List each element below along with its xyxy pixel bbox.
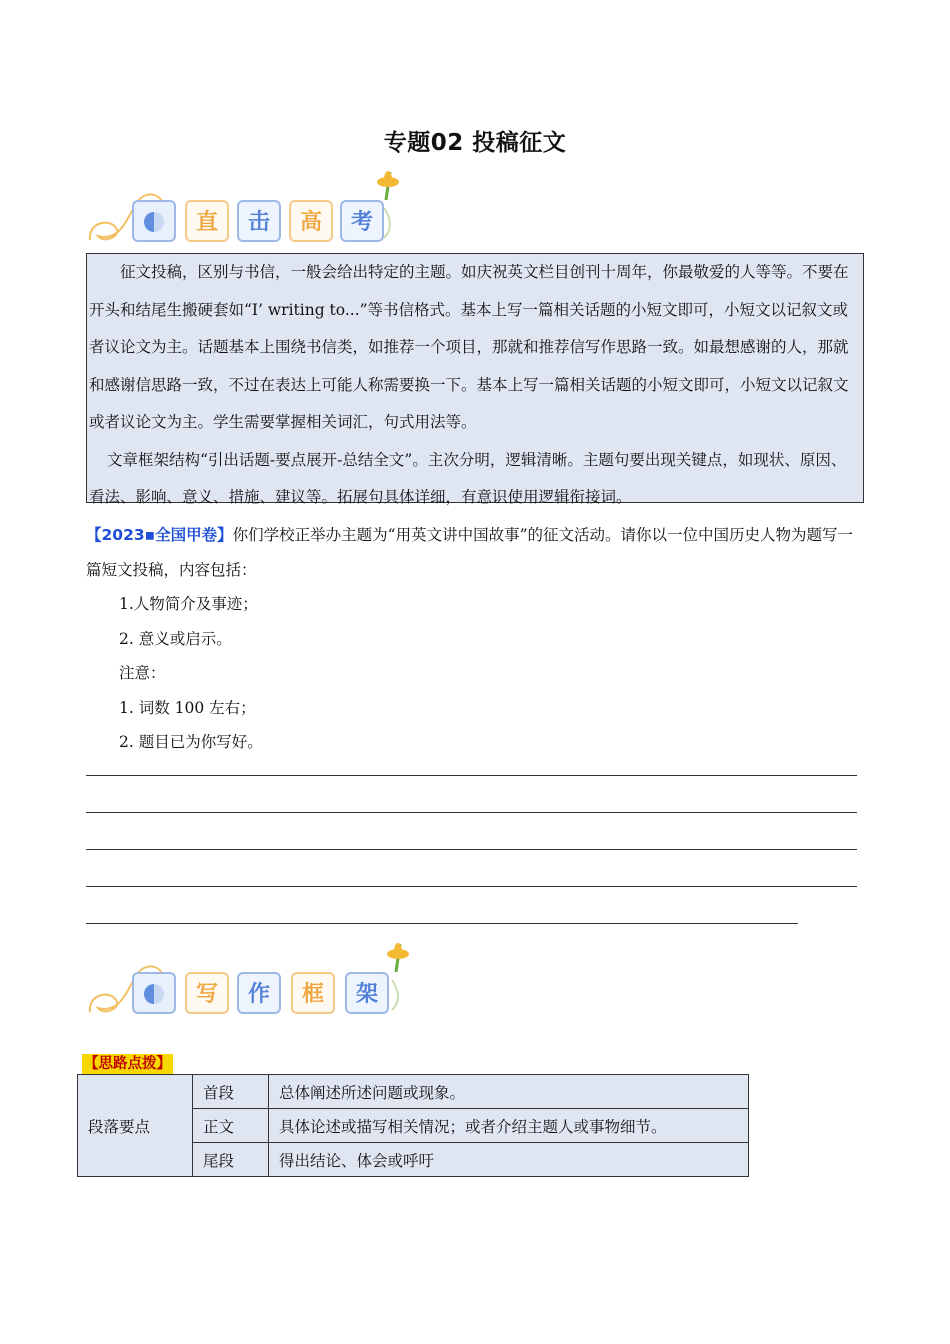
answer-line[interactable]: [86, 923, 798, 924]
section-desc-cell: 得出结论、体会或呼吁: [269, 1143, 749, 1177]
answer-line[interactable]: [86, 812, 857, 813]
intro-box: [86, 253, 864, 506]
section-name-cell: 尾段: [193, 1143, 269, 1177]
requirement-item: 1. 词数 100 左右；: [119, 698, 256, 717]
banner-char-1: 直: [185, 200, 229, 242]
section-name-cell: 正文: [193, 1109, 269, 1143]
question-text: 你们学校正举办主题为“用英文讲中国故事”的征文活动。请你以一位中国历史人物为题写一篇短文投稿，内容包括：: [86, 526, 854, 579]
hint-label: 【思路点拨】: [84, 1056, 171, 1072]
section-banner-framework: [86, 942, 416, 1022]
answer-line[interactable]: [86, 775, 857, 776]
section-banner-exam: [86, 170, 416, 250]
banner-char-2: 击: [237, 200, 281, 242]
section-desc-cell: 总体阐述所述问题或现象。: [269, 1075, 749, 1109]
banner-char-4: 考: [340, 200, 384, 242]
circle-icon: [132, 200, 176, 242]
banner-char-2: 作: [237, 972, 281, 1014]
question-prompt: [86, 518, 866, 587]
circle-icon: [132, 972, 176, 1014]
table-row: [78, 1075, 749, 1109]
banner-char-1: 写: [185, 972, 229, 1014]
intro-paragraph-2: 文章框架结构“引出话题-要点展开-总结全文”。主次分明，逻辑清晰。主题句要出现关键点，如现状、原因、看法、影响、意义、措施、建议等。拓展句具体详细，有意识使用逻辑衔接词。: [89, 450, 847, 506]
requirement-item: 2. 意义或启示。: [119, 629, 232, 648]
framework-table: [77, 1074, 749, 1177]
requirement-item: 1.人物简介及事迹；: [119, 595, 258, 613]
note-label: 注意：: [119, 664, 166, 682]
group-cell: 段落要点: [78, 1075, 193, 1177]
question-block: [86, 518, 866, 760]
requirement-item: 2. 题目已为你写好。: [119, 733, 263, 751]
section-desc-cell: 具体论述或描写相关情况；或者介绍主题人或事物细节。: [269, 1109, 749, 1143]
exam-tag: 【2023▪全国甲卷】: [86, 526, 233, 544]
answer-line[interactable]: [86, 849, 857, 850]
banner-char-4: 架: [345, 972, 389, 1014]
page-title: 专题02 投稿征文: [383, 130, 567, 156]
section-name-cell: 首段: [193, 1075, 269, 1109]
banner-char-3: 高: [289, 200, 333, 242]
intro-paragraph-1: 征文投稿，区别与书信，一般会给出特定的主题。如庆祝英文栏目创刊十周年，你最敬爱的人等等。不要在开头和结尾生搬硬套如“I’ writing to...”等书信格式。基本上写一篇相关话题的小短文即可，小短文以记叙文或者议论文为主。话题基本上围绕书信类，如推荐一个项目，那就和推荐信写作思路一致。如最想感谢的人，那就和感谢信思路一致，不过在表达上可能人称需要换一下。基本上写一篇相关话题的小短文即可，小短文以记叙文或者议论文为主。学生需要掌握相关词汇，句式用法等。: [89, 263, 849, 431]
answer-line[interactable]: [86, 886, 857, 887]
banner-char-3: 框: [291, 972, 335, 1014]
